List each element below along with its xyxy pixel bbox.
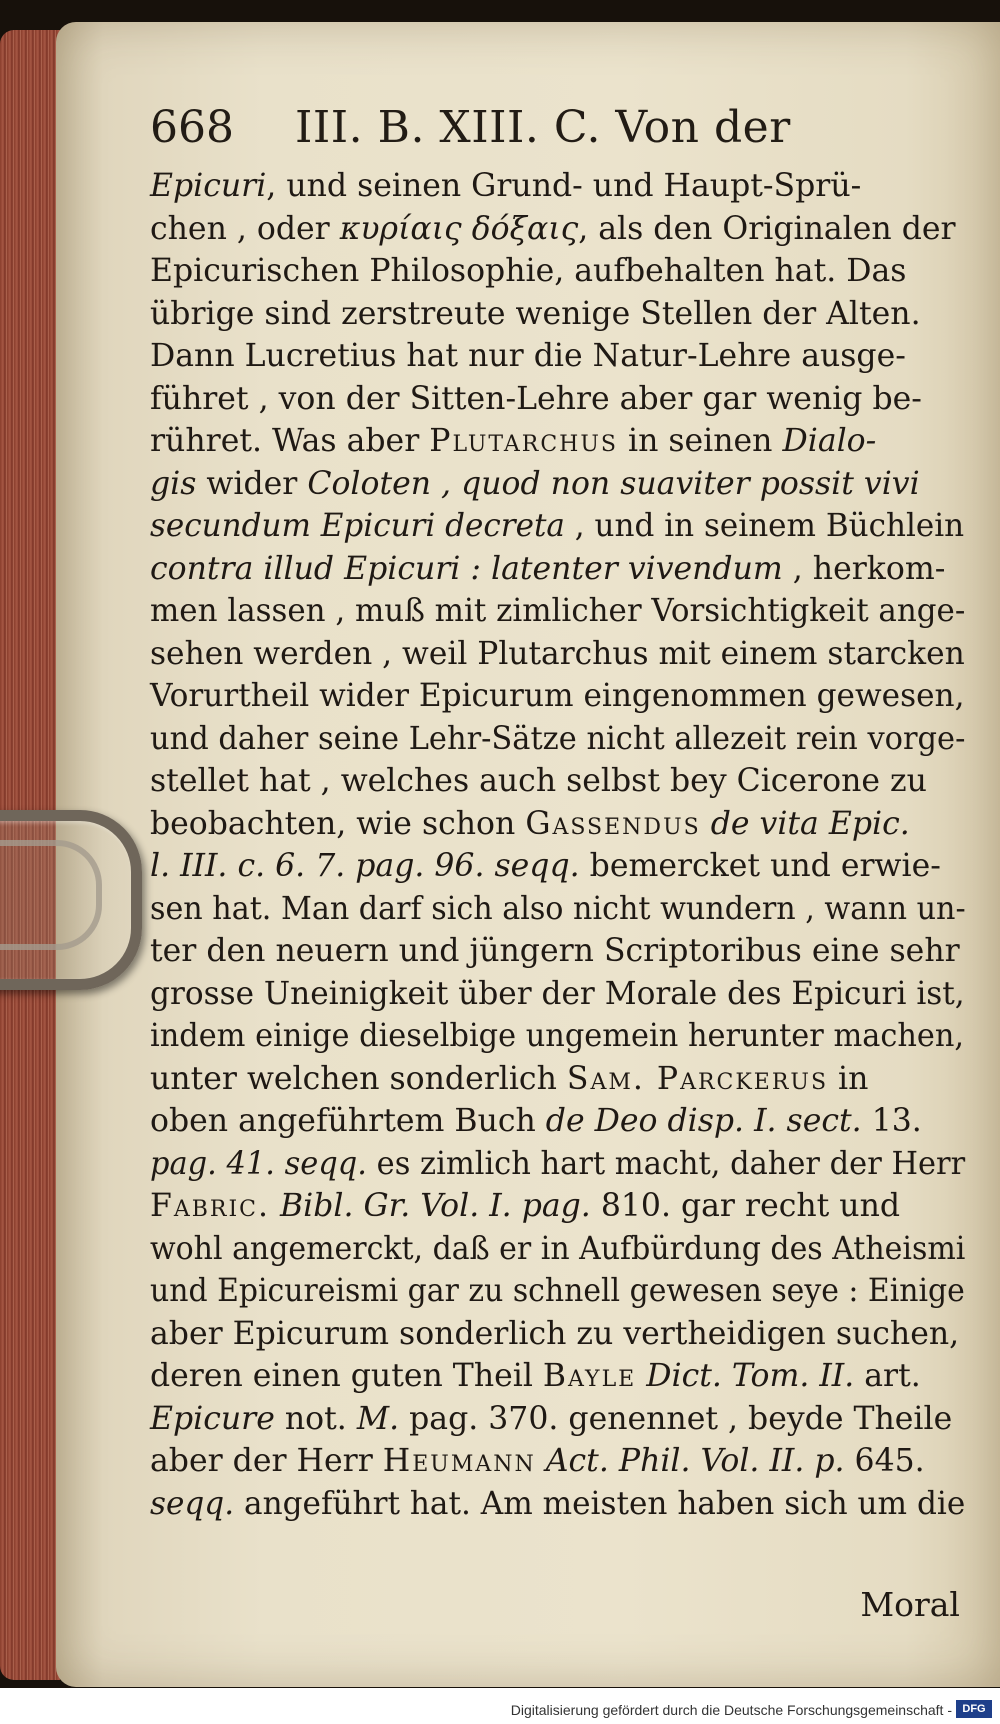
text-segment: Plutarchus — [429, 423, 618, 459]
text-line — [150, 293, 965, 336]
text-segment: Gassendus — [525, 805, 701, 842]
text-line — [150, 760, 965, 803]
text-segment: Heumann — [382, 1443, 536, 1479]
text-segment: κυρίαις δόξαις — [339, 210, 579, 247]
text-line — [150, 1058, 965, 1101]
text-line — [150, 845, 965, 888]
text-segment: aber der Herr — [150, 1443, 383, 1479]
text-line — [150, 930, 965, 973]
text-segment: Epicuri — [150, 168, 267, 204]
text-segment: Dann Lucretius hat nur die Natur-Lehre ausge- — [150, 338, 906, 374]
digitization-credit: Digitalisierung gefördert durch die Deutsche Forschungsgemeinschaft - — [510, 1702, 952, 1718]
text-segment: indem einige dieselbige ungemein herunter machen, — [150, 1018, 965, 1054]
text-line — [150, 1185, 965, 1228]
text-segment: M. — [356, 1400, 400, 1437]
text-segment: secundum Epicuri decreta — [150, 508, 565, 544]
text-segment: seqq. — [150, 1485, 235, 1522]
text-line — [150, 420, 965, 463]
text-segment: Bayle — [542, 1358, 637, 1394]
text-segment: de Deo disp. I. sect. — [545, 1103, 862, 1139]
text-segment: angeführt hat. Am meisten haben sich um die — [234, 1485, 966, 1522]
text-segment: Sam. Parckerus — [566, 1060, 829, 1097]
text-segment: , herkom- — [782, 550, 946, 587]
text-segment: , und seinen Grund- und Haupt-Sprü- — [266, 168, 862, 204]
body-text — [150, 165, 965, 1525]
text-segment: Fabric. — [150, 1188, 271, 1224]
text-segment: sehen werden , weil Plutarchus mit einem starcken — [150, 635, 965, 672]
text-segment: Coloten , quod non suaviter possit vivi — [307, 465, 920, 502]
text-segment: 13. — [861, 1103, 922, 1139]
text-segment: contra illud Epicuri : latenter vivendum — [150, 550, 783, 587]
catchword: Moral — [860, 1585, 960, 1624]
text-segment: gis — [150, 465, 197, 502]
text-line — [150, 463, 965, 506]
page-header — [150, 98, 960, 158]
page-clip-inner — [0, 840, 102, 950]
text-segment: deren einen guten Theil — [150, 1358, 543, 1394]
text-line — [150, 973, 965, 1016]
text-line — [150, 888, 965, 931]
text-line — [150, 1398, 965, 1441]
text-line — [150, 378, 965, 421]
text-segment: oben angeführtem Buch — [150, 1103, 546, 1139]
text-line — [150, 1270, 965, 1313]
text-segment: Epicurischen Philosophie, aufbehalten hat. Das — [150, 253, 907, 289]
text-segment: pag. 370. genennet , beyde Theile — [399, 1400, 953, 1437]
text-line — [150, 1100, 965, 1143]
text-line — [150, 505, 965, 548]
text-segment: Dialo- — [782, 423, 877, 459]
text-line — [150, 803, 965, 846]
text-segment: und daher seine Lehr-Sätze nicht allezeit rein vorge- — [150, 720, 966, 757]
text-segment: Bibl. Gr. Vol. I. pag. — [270, 1188, 591, 1224]
text-segment: wohl angemerckt, daß er in Aufbürdung des Atheismi — [150, 1230, 966, 1267]
text-segment: bemercket und erwie- — [579, 848, 941, 884]
text-line — [150, 1015, 965, 1058]
text-segment: in — [828, 1060, 869, 1097]
text-line — [150, 718, 965, 761]
text-segment: 645. — [844, 1443, 925, 1479]
text-segment: chen , oder — [150, 210, 340, 247]
text-line — [150, 633, 965, 676]
text-segment: art. — [854, 1358, 921, 1394]
text-segment: stellet hat , welches auch selbst bey Cicerone zu — [150, 763, 927, 799]
text-segment: und Epicureismi gar zu schnell gewesen seye : Einige — [150, 1273, 965, 1309]
text-line — [150, 1313, 965, 1356]
text-line — [150, 165, 965, 208]
text-segment: ter den neuern und jüngern Scriptoribus eine sehr — [150, 933, 960, 969]
text-segment: grosse Uneinigkeit über der Morale des Epicuri ist, — [150, 975, 965, 1012]
text-segment: Epicure — [150, 1400, 275, 1437]
text-segment: übrige sind zerstreute wenige Stellen der Alten. — [150, 295, 921, 332]
text-segment: l. III. c. 6. 7. pag. 96. seqq. — [150, 848, 580, 884]
text-segment: , und in seinem Büchlein — [564, 508, 965, 544]
text-segment: beobachten, wie schon — [150, 805, 526, 842]
text-segment: men lassen , muß mit zimlicher Vorsichtigkeit ange- — [150, 593, 966, 629]
text-line — [150, 1355, 965, 1398]
text-segment: in seinen — [617, 423, 783, 459]
text-line — [150, 548, 965, 591]
page-number: 668 — [150, 102, 234, 153]
text-segment: Dict. Tom. II. — [636, 1358, 855, 1394]
text-line — [150, 675, 965, 718]
text-segment: de vita Epic. — [700, 805, 910, 842]
text-line — [150, 1228, 965, 1271]
text-segment: rühret. Was aber — [150, 423, 430, 459]
text-line — [150, 1440, 965, 1483]
text-segment: Act. Phil. Vol. II. p. — [535, 1443, 845, 1479]
text-line — [150, 1483, 965, 1526]
running-head: III. B. XIII. C. Von der — [295, 102, 791, 153]
text-segment: wider — [196, 465, 308, 502]
text-segment: not. — [274, 1400, 357, 1437]
text-line — [150, 208, 965, 251]
dfg-logo: DFG — [956, 1700, 992, 1718]
text-line — [150, 250, 965, 293]
text-segment: es zimlich hart macht, daher der Herr — [367, 1145, 966, 1182]
text-segment: pag. 41. seqq. — [150, 1145, 368, 1182]
text-segment: , als den Originalen der — [578, 210, 956, 247]
text-line — [150, 335, 965, 378]
text-line — [150, 1143, 965, 1186]
text-segment: aber Epicurum sonderlich zu vertheidigen suchen, — [150, 1315, 960, 1352]
text-segment: führet , von der Sitten-Lehre aber gar wenig be- — [150, 380, 922, 417]
text-segment: Vorurtheil wider Epicurum eingenommen gewesen, — [150, 678, 965, 714]
text-segment: unter welchen sonderlich — [150, 1060, 567, 1097]
text-line — [150, 590, 965, 633]
text-segment: sen hat. Man darf sich also nicht wundern , wann un- — [150, 890, 966, 927]
text-segment: 810. gar recht und — [590, 1188, 901, 1224]
